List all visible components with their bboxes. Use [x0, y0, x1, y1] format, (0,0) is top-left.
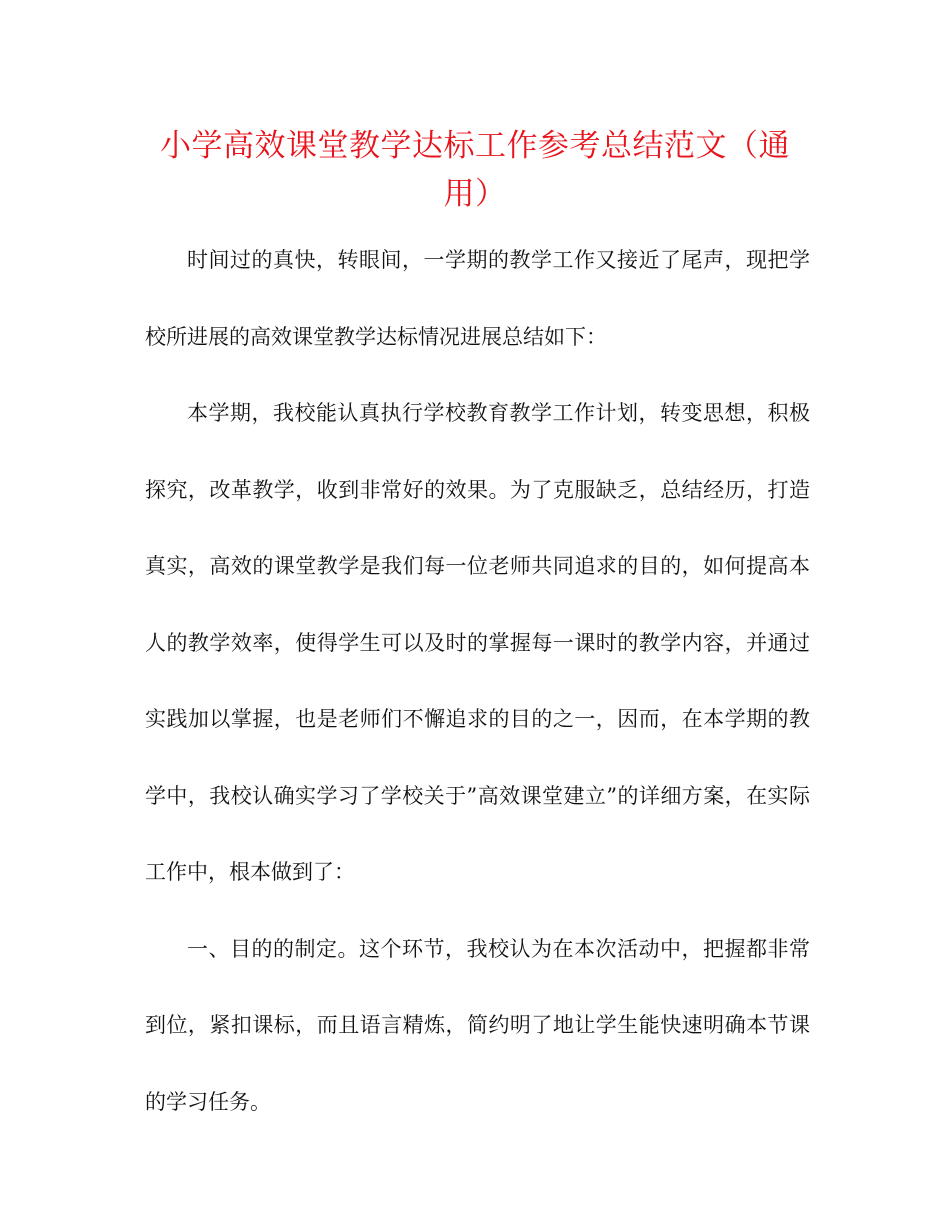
paragraph-semester: 本学期，我校能认真执行学校教育教学工作计划，转变思想，积极探究，改革教学，收到非常好的效果。为了克服缺乏，总结经历，打造真实，高效的课堂教学是我们每一位老师共同追求的目的，如何提高本人的教学效率，使得学生可以及时的掌握每一课时的教学内容，并通过实践加以掌握，也是老师们不懈追求的目的之一，因而，在本学期的教学中，我校认确实学习了学校关于”高效课堂建立”的详细方案，在实际工作中，根本做到了： — [145, 401, 810, 884]
document-title: 小学高效课堂教学达标工作参考总结范文（通用） — [160, 128, 790, 212]
paragraph-goal-setting: 一、目的的制定。这个环节，我校认为在本次活动中，把握都非常到位，紧扣课标，而且语言精炼，简约明了地让学生能快速明确本节课的学习任务。 — [145, 936, 810, 1114]
paragraph-intro: 时间过的真快，转眼间，一学期的教学工作又接近了尾声，现把学校所进展的高效课堂教学达标情况进展总结如下： — [145, 248, 810, 349]
document-body — [145, 222, 810, 1140]
